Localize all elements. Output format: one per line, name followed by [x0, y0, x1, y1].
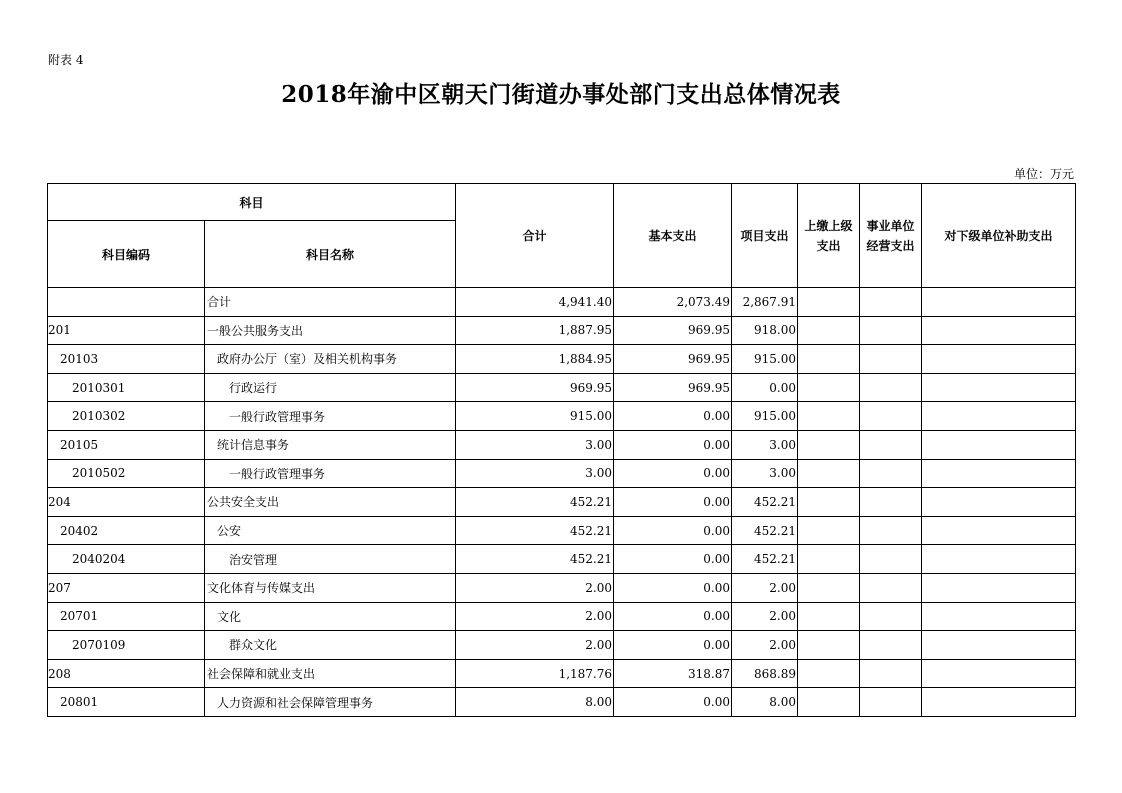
table-row	[48, 659, 1076, 688]
cell-total: 969.95	[456, 373, 614, 402]
cell-basic: 969.95	[614, 373, 732, 402]
cell-upper	[798, 573, 860, 602]
table-row	[48, 488, 1076, 517]
cell-upper	[798, 459, 860, 488]
cell-project: 2,867.91	[732, 288, 798, 317]
cell-name: 统计信息事务	[205, 430, 456, 459]
cell-total: 1,884.95	[456, 345, 614, 374]
cell-project: 8.00	[732, 688, 798, 717]
cell-name: 政府办公厅（室）及相关机构事务	[205, 345, 456, 374]
cell-total: 2.00	[456, 631, 614, 660]
table-row	[48, 430, 1076, 459]
table-body	[48, 288, 1076, 717]
table-row	[48, 288, 1076, 317]
cell-subsidy	[922, 459, 1076, 488]
cell-business	[860, 316, 922, 345]
cell-code: 201	[48, 316, 205, 345]
cell-basic: 0.00	[614, 402, 732, 431]
cell-name: 人力资源和社会保障管理事务	[205, 688, 456, 717]
cell-project: 3.00	[732, 459, 798, 488]
cell-project: 868.89	[732, 659, 798, 688]
cell-code: 2040204	[48, 545, 205, 574]
cell-code	[48, 288, 205, 317]
table-row	[48, 545, 1076, 574]
cell-basic: 0.00	[614, 573, 732, 602]
cell-total: 452.21	[456, 545, 614, 574]
cell-business	[860, 373, 922, 402]
annex-label: 附表 4	[48, 53, 84, 67]
cell-project: 915.00	[732, 345, 798, 374]
cell-upper	[798, 602, 860, 631]
cell-subsidy	[922, 659, 1076, 688]
cell-total: 8.00	[456, 688, 614, 717]
cell-business	[860, 516, 922, 545]
table-row	[48, 402, 1076, 431]
cell-basic: 0.00	[614, 688, 732, 717]
header-business-line1: 事业单位	[866, 218, 915, 233]
cell-business	[860, 602, 922, 631]
cell-code: 208	[48, 659, 205, 688]
cell-upper	[798, 631, 860, 660]
cell-name: 合计	[205, 288, 456, 317]
table-row	[48, 345, 1076, 374]
cell-subsidy	[922, 545, 1076, 574]
header-upper	[798, 184, 860, 288]
cell-upper	[798, 345, 860, 374]
header-project: 项目支出	[732, 184, 798, 288]
cell-code: 2010302	[48, 402, 205, 431]
cell-name: 文化体育与传媒支出	[205, 573, 456, 602]
cell-code: 20105	[48, 430, 205, 459]
cell-code: 20103	[48, 345, 205, 374]
cell-total: 4,941.40	[456, 288, 614, 317]
cell-subsidy	[922, 631, 1076, 660]
cell-basic: 2,073.49	[614, 288, 732, 317]
cell-upper	[798, 402, 860, 431]
cell-total: 452.21	[456, 516, 614, 545]
cell-business	[860, 288, 922, 317]
cell-subsidy	[922, 288, 1076, 317]
header-total: 合计	[456, 184, 614, 288]
cell-project: 2.00	[732, 573, 798, 602]
cell-name: 一般行政管理事务	[205, 402, 456, 431]
cell-business	[860, 402, 922, 431]
header-subject: 科目	[48, 184, 456, 221]
table-row	[48, 459, 1076, 488]
cell-subsidy	[922, 516, 1076, 545]
table-row	[48, 573, 1076, 602]
cell-basic: 0.00	[614, 430, 732, 459]
cell-basic: 318.87	[614, 659, 732, 688]
cell-business	[860, 488, 922, 517]
cell-name: 社会保障和就业支出	[205, 659, 456, 688]
table-row	[48, 316, 1076, 345]
cell-project: 0.00	[732, 373, 798, 402]
cell-business	[860, 688, 922, 717]
cell-code: 20701	[48, 602, 205, 631]
cell-upper	[798, 488, 860, 517]
cell-name: 群众文化	[205, 631, 456, 660]
cell-subsidy	[922, 488, 1076, 517]
cell-basic: 0.00	[614, 516, 732, 545]
cell-code: 2010502	[48, 459, 205, 488]
header-upper-line1: 上缴上级	[804, 218, 853, 233]
expenditure-table	[47, 183, 1076, 717]
cell-code: 20801	[48, 688, 205, 717]
cell-code: 207	[48, 573, 205, 602]
cell-project: 918.00	[732, 316, 798, 345]
cell-basic: 0.00	[614, 459, 732, 488]
cell-basic: 0.00	[614, 545, 732, 574]
header-basic: 基本支出	[614, 184, 732, 288]
cell-basic: 969.95	[614, 345, 732, 374]
cell-code: 20402	[48, 516, 205, 545]
cell-business	[860, 345, 922, 374]
cell-project: 452.21	[732, 516, 798, 545]
cell-business	[860, 430, 922, 459]
cell-upper	[798, 316, 860, 345]
cell-name: 一般行政管理事务	[205, 459, 456, 488]
cell-business	[860, 631, 922, 660]
table-row	[48, 602, 1076, 631]
cell-business	[860, 545, 922, 574]
cell-total: 452.21	[456, 488, 614, 517]
cell-project: 2.00	[732, 631, 798, 660]
cell-total: 915.00	[456, 402, 614, 431]
cell-upper	[798, 288, 860, 317]
cell-basic: 0.00	[614, 602, 732, 631]
cell-project: 2.00	[732, 602, 798, 631]
cell-name: 公安	[205, 516, 456, 545]
cell-subsidy	[922, 602, 1076, 631]
cell-subsidy	[922, 688, 1076, 717]
cell-total: 2.00	[456, 602, 614, 631]
table-row	[48, 631, 1076, 660]
cell-total: 2.00	[456, 573, 614, 602]
cell-subsidy	[922, 573, 1076, 602]
cell-name: 一般公共服务支出	[205, 316, 456, 345]
cell-subsidy	[922, 316, 1076, 345]
cell-basic: 0.00	[614, 631, 732, 660]
cell-name: 公共安全支出	[205, 488, 456, 517]
table-row	[48, 688, 1076, 717]
header-upper-line2: 支出	[816, 238, 841, 253]
cell-subsidy	[922, 430, 1076, 459]
cell-upper	[798, 688, 860, 717]
cell-upper	[798, 545, 860, 574]
cell-total: 1,187.76	[456, 659, 614, 688]
cell-total: 3.00	[456, 459, 614, 488]
cell-basic: 0.00	[614, 488, 732, 517]
cell-project: 452.21	[732, 488, 798, 517]
header-subsidy: 对下级单位补助支出	[922, 184, 1076, 288]
cell-project: 452.21	[732, 545, 798, 574]
header-code: 科目编码	[48, 221, 205, 288]
cell-name: 行政运行	[205, 373, 456, 402]
header-name: 科目名称	[205, 221, 456, 288]
cell-business	[860, 573, 922, 602]
header-business	[860, 184, 922, 288]
cell-subsidy	[922, 373, 1076, 402]
cell-business	[860, 659, 922, 688]
cell-upper	[798, 516, 860, 545]
cell-name: 文化	[205, 602, 456, 631]
table-row	[48, 516, 1076, 545]
cell-business	[860, 459, 922, 488]
cell-basic: 969.95	[614, 316, 732, 345]
cell-project: 915.00	[732, 402, 798, 431]
cell-subsidy	[922, 402, 1076, 431]
header-business-line2: 经营支出	[866, 238, 915, 253]
cell-upper	[798, 430, 860, 459]
cell-name: 治安管理	[205, 545, 456, 574]
cell-code: 204	[48, 488, 205, 517]
page-title: 2018年渝中区朝天门街道办事处部门支出总体情况表	[281, 81, 841, 108]
cell-project: 3.00	[732, 430, 798, 459]
unit-label: 单位：万元	[1013, 167, 1074, 181]
cell-code: 2070109	[48, 631, 205, 660]
cell-total: 1,887.95	[456, 316, 614, 345]
cell-upper	[798, 373, 860, 402]
cell-total: 3.00	[456, 430, 614, 459]
table-row	[48, 373, 1076, 402]
cell-subsidy	[922, 345, 1076, 374]
cell-upper	[798, 659, 860, 688]
cell-code: 2010301	[48, 373, 205, 402]
